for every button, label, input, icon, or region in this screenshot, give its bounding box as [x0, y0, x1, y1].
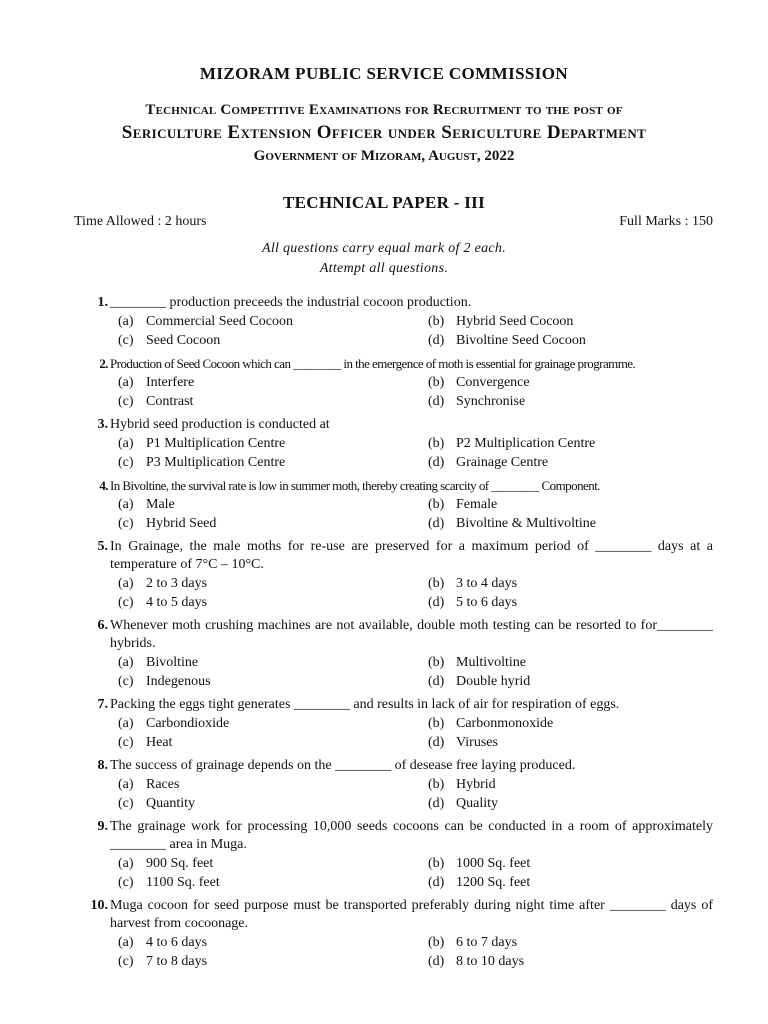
question-item	[0, 538, 768, 613]
post-title: Sericulture Extension Officer under Sericulture Department	[121, 122, 647, 143]
question-number: 5.	[97, 539, 108, 554]
option-b: (b) P2 Multiplication Centre	[428, 436, 596, 451]
instruction-attempt: Attempt all questions.	[319, 261, 449, 276]
option-a: (a) 2 to 3 days	[118, 576, 208, 591]
option-d: (d) Synchronise	[428, 394, 526, 409]
option-b: (b) Multivoltine	[428, 655, 526, 670]
question-item	[0, 818, 768, 893]
time-allowed: Time Allowed : 2 hours	[74, 214, 207, 229]
option-a: (a) Bivoltine	[118, 655, 199, 670]
question-item	[0, 757, 768, 814]
option-c: (c) Indegenous	[118, 674, 211, 689]
option-d: (d) 5 to 6 days	[428, 595, 518, 610]
question-number: 8.	[97, 758, 108, 773]
option-a: (a) 4 to 6 days	[118, 935, 208, 950]
option-d: (d) Viruses	[428, 735, 498, 750]
question-number: 7.	[97, 697, 108, 712]
option-a: (a) Carbondioxide	[118, 716, 230, 731]
option-c: (c) 1100 Sq. feet	[118, 875, 220, 890]
question-item	[0, 696, 768, 753]
question-text: Production of Seed Cocoon which can ________ in the emergence of moth is essential for grainage programme.	[110, 356, 636, 371]
question-item	[0, 897, 768, 972]
option-d: (d) Grainage Centre	[428, 455, 549, 470]
question-number: 4.	[99, 478, 108, 493]
option-a: (a) Commercial Seed Cocoon	[118, 314, 293, 329]
option-d: (d) Bivoltine & Multivoltine	[428, 516, 596, 531]
option-b: (b) Female	[428, 497, 498, 512]
option-d: (d) Double hyrid	[428, 674, 531, 689]
option-c: (c) Seed Cocoon	[118, 333, 221, 348]
government-date: Government of Mizoram, August, 2022	[253, 148, 515, 164]
question-text: The success of grainage depends on the ________ of desease free laying produced.	[110, 758, 576, 773]
instruction-marks: All questions carry equal mark of 2 each.	[261, 241, 507, 256]
option-b: (b) Hybrid	[428, 777, 496, 792]
question-text: Whenever moth crushing machines are not available, double moth testing can be resorted to for________ hybrids.	[110, 618, 713, 651]
question-text: The grainage work for processing 10,000 seeds cocoons can be conducted in a room of approximately ________ area in Muga.	[110, 819, 713, 852]
question-number: 3.	[97, 417, 108, 432]
question-item	[0, 477, 768, 534]
question-number: 1.	[97, 295, 108, 310]
option-b: (b) 1000 Sq. feet	[428, 856, 531, 871]
option-d: (d) 8 to 10 days	[428, 954, 525, 969]
option-c: (c) Contrast	[118, 394, 194, 409]
option-b: (b) Hybrid Seed Cocoon	[428, 314, 574, 329]
question-text: In Bivoltine, the survival rate is low in summer moth, thereby creating scarcity of ________ Component.	[110, 478, 600, 493]
option-c: (c) Quantity	[118, 796, 195, 811]
question-item	[0, 294, 768, 351]
question-number: 2.	[99, 356, 108, 371]
option-a: (a) Interfere	[118, 375, 195, 390]
option-b: (b) 3 to 4 days	[428, 576, 518, 591]
question-text: Hybrid seed production is conducted at	[110, 417, 330, 432]
option-a: (a) 900 Sq. feet	[118, 856, 214, 871]
exam-title: Technical Competitive Examinations for Recruitment to the post of	[145, 102, 623, 118]
option-c: (c) 4 to 5 days	[118, 595, 208, 610]
option-d: (d) 1200 Sq. feet	[428, 875, 531, 890]
question-text: Muga cocoon for seed purpose must be transported preferably during night time after ________ days of harvest from cocoonage.	[110, 898, 713, 931]
full-marks: Full Marks : 150	[619, 214, 713, 229]
option-d: (d) Bivoltine Seed Cocoon	[428, 333, 586, 348]
option-a: (a) P1 Multiplication Centre	[118, 436, 286, 451]
option-b: (b) Carbonmonoxide	[428, 716, 554, 731]
option-c: (c) 7 to 8 days	[118, 954, 208, 969]
option-b: (b) 6 to 7 days	[428, 935, 518, 950]
option-c: (c) Hybrid Seed	[118, 516, 217, 531]
question-item	[0, 416, 768, 473]
option-a: (a) Races	[118, 777, 180, 792]
question-number: 9.	[97, 819, 108, 834]
commission-title: MIZORAM PUBLIC SERVICE COMMISSION	[199, 64, 569, 83]
question-number: 10.	[90, 898, 108, 913]
question-text: In Grainage, the male moths for re-use are preserved for a maximum period of ________ days at a temperature of 7°C – 10°C.	[110, 539, 713, 572]
question-text: Packing the eggs tight generates ________ and results in lack of air for respiration of eggs.	[110, 697, 620, 712]
option-a: (a) Male	[118, 497, 175, 512]
paper-title: TECHNICAL PAPER - III	[283, 193, 485, 212]
question-item	[0, 355, 768, 412]
question-list	[0, 294, 768, 976]
question-number: 6.	[97, 618, 108, 633]
option-c: (c) P3 Multiplication Centre	[118, 455, 286, 470]
question-text: ________ production preceeds the industrial cocoon production.	[110, 295, 472, 310]
option-b: (b) Convergence	[428, 375, 530, 390]
question-item	[0, 617, 768, 692]
option-c: (c) Heat	[118, 735, 173, 750]
option-d: (d) Quality	[428, 796, 498, 811]
